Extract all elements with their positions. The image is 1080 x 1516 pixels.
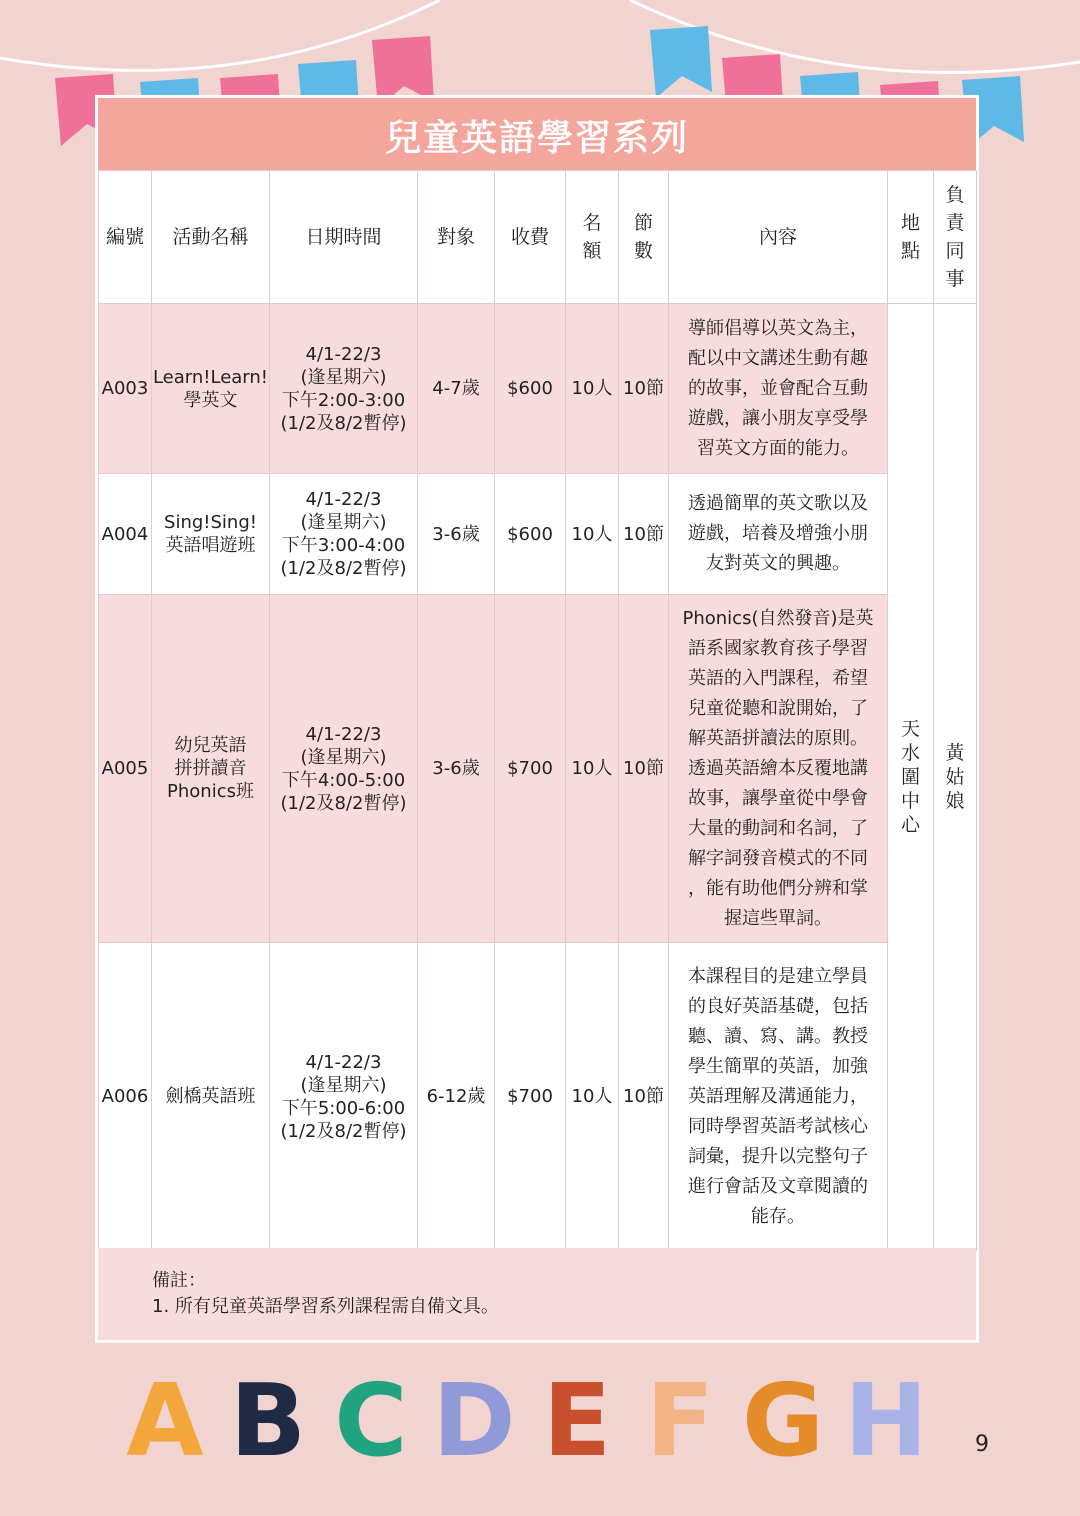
content-line: 友對英文的興趣。 — [706, 553, 850, 574]
content-line: 遊戲，培養及增強小朋 — [688, 523, 868, 544]
course-card — [95, 95, 979, 1343]
cell-datetime — [270, 474, 418, 595]
cell-code: A003 — [99, 304, 152, 474]
location-char: 天 — [900, 718, 920, 740]
cell-fee: $600 — [495, 304, 566, 474]
header-target: 對象 — [418, 171, 495, 304]
content-line: 學生簡單的英語，加強 — [688, 1055, 868, 1077]
header-location-2: 點 — [900, 240, 920, 262]
content-line: 的良好英語基礎，包括 — [688, 995, 868, 1017]
cell-quota: 10人 — [566, 595, 619, 943]
header-fee: 收費 — [495, 171, 566, 304]
content-line: 配以中文講述生動有趣 — [688, 347, 868, 369]
content-line: 進行會話及文章閱讀的 — [688, 1175, 868, 1197]
name-line: 幼兒英語 — [174, 735, 247, 756]
header-sessions — [619, 171, 669, 304]
content-line: 遊戲，讓小朋友享受學 — [688, 407, 868, 429]
alphabet-letter: H — [844, 1362, 928, 1475]
content-line: 解英語拼讀法的原則。 — [688, 727, 868, 749]
datetime-line: (逢星期六) — [300, 512, 387, 533]
cell-code: A004 — [99, 474, 152, 595]
content-line: 導師倡導以英文為主， — [688, 317, 868, 339]
name-line: Phonics班 — [167, 781, 254, 802]
datetime-line: (1/2及8/2暫停) — [280, 792, 407, 814]
content-line: Phonics(自然發音)是英 — [682, 607, 874, 629]
header-datetime: 日期時間 — [270, 171, 418, 304]
content-line: 兒童從聽和說開始，了 — [688, 697, 868, 719]
alphabet-letter: A — [126, 1362, 204, 1475]
cell-name — [152, 474, 270, 595]
datetime-line: (1/2及8/2暫停) — [280, 558, 407, 579]
content-line: 本課程目的是建立學員 — [688, 965, 868, 987]
table-row — [99, 474, 977, 595]
cell-name — [152, 943, 270, 1251]
content-line: 英語的入門課程，希望 — [688, 667, 868, 689]
header-location-1: 地 — [900, 212, 920, 234]
header-row — [99, 171, 977, 304]
remarks-label: 備註： — [152, 1270, 206, 1291]
cell-fee: $600 — [495, 474, 566, 595]
name-line: 劍橋英語班 — [165, 1086, 256, 1107]
title-bar — [98, 98, 976, 170]
cell-datetime — [270, 595, 418, 943]
cell-target: 3-6歲 — [418, 474, 495, 595]
content-line: 解字詞發音模式的不同 — [688, 847, 868, 869]
table-row — [99, 943, 977, 1251]
page-title: 兒童英語學習系列 — [384, 118, 689, 159]
content-line: 大量的動詞和名詞，了 — [688, 817, 868, 839]
content-line: 同時學習英語考試核心 — [688, 1115, 868, 1137]
cell-datetime — [270, 304, 418, 474]
datetime-line: (1/2及8/2暫停) — [280, 1120, 407, 1142]
cell-target: 4-7歲 — [418, 304, 495, 474]
cell-staff — [934, 304, 977, 1251]
alphabet-animals-decoration — [120, 1355, 960, 1475]
alphabet-letter: F — [645, 1362, 715, 1475]
header-staff-4: 事 — [945, 268, 965, 290]
header-staff-3: 同 — [945, 240, 965, 262]
cell-fee: $700 — [495, 595, 566, 943]
remarks-box — [98, 1248, 976, 1340]
cell-quota: 10人 — [566, 474, 619, 595]
header-code: 編號 — [99, 171, 152, 304]
datetime-line: (逢星期六) — [300, 366, 387, 388]
datetime-line: (1/2及8/2暫停) — [280, 412, 407, 434]
name-line: 英語唱遊班 — [165, 535, 256, 556]
datetime-line: (逢星期六) — [300, 1074, 387, 1096]
cell-sessions: 10節 — [619, 595, 669, 943]
cell-location — [888, 304, 934, 1251]
location-char: 圍 — [900, 766, 920, 788]
datetime-line: 下午3:00-4:00 — [281, 535, 406, 556]
header-location — [888, 171, 934, 304]
content-line: 習英文方面的能力。 — [697, 437, 859, 459]
header-quota-2: 額 — [582, 240, 602, 262]
content-line: 的故事，並會配合互動 — [688, 377, 868, 399]
cell-code: A005 — [99, 595, 152, 943]
bunting-flag — [650, 26, 712, 98]
location-char: 水 — [900, 742, 920, 764]
cell-quota: 10人 — [566, 304, 619, 474]
table-row — [99, 304, 977, 474]
cell-datetime — [270, 943, 418, 1251]
content-line: 透過簡單的英文歌以及 — [688, 493, 868, 514]
datetime-line: (逢星期六) — [300, 746, 387, 768]
header-name: 活動名稱 — [152, 171, 270, 304]
datetime-line: 下午2:00-3:00 — [281, 389, 406, 411]
content-line: 詞彙，提升以完整句子 — [688, 1145, 868, 1167]
staff-char: 姑 — [945, 766, 965, 788]
header-staff — [934, 171, 977, 304]
content-line: 透過英語繪本反覆地講 — [688, 757, 868, 779]
datetime-line: 下午5:00-6:00 — [281, 1097, 406, 1119]
location-char: 心 — [900, 814, 920, 836]
cell-content — [669, 304, 888, 474]
cell-sessions: 10節 — [619, 474, 669, 595]
name-line: Learn!Learn! — [152, 366, 269, 388]
cell-content — [669, 595, 888, 943]
content-line: 握這些單詞。 — [724, 907, 832, 929]
content-line: 能存。 — [751, 1205, 805, 1227]
datetime-line: 4/1-22/3 — [305, 1051, 382, 1073]
remarks-text: 1. 所有兒童英語學習系列課程需自備文具。 — [152, 1296, 499, 1317]
header-sessions-1: 節 — [633, 212, 653, 234]
cell-fee: $700 — [495, 943, 566, 1251]
alphabet-letter: G — [741, 1362, 825, 1475]
header-staff-2: 責 — [945, 212, 965, 234]
content-line: 語系國家教育孩子學習 — [688, 637, 868, 659]
name-line: 學英文 — [183, 389, 238, 411]
alphabet-letter: E — [542, 1362, 612, 1475]
cell-quota: 10人 — [566, 943, 619, 1251]
cell-content — [669, 943, 888, 1251]
cell-target: 6-12歲 — [418, 943, 495, 1251]
content-line: ，能有助他們分辨和掌 — [688, 877, 868, 899]
content-line: 英語理解及溝通能力， — [688, 1085, 868, 1107]
content-line: 故事，讓學童從中學會 — [688, 787, 868, 809]
datetime-line: 4/1-22/3 — [305, 343, 382, 365]
alphabet-letter: B — [229, 1362, 307, 1475]
cell-name — [152, 595, 270, 943]
staff-char: 黃 — [945, 742, 965, 764]
alphabet-letter: D — [432, 1362, 516, 1475]
content-line: 聽、讀、寫、講。教授 — [688, 1025, 868, 1047]
cell-sessions: 10節 — [619, 943, 669, 1251]
table-row — [99, 595, 977, 943]
name-line: Sing!Sing! — [164, 512, 257, 533]
cell-sessions: 10節 — [619, 304, 669, 474]
course-table — [98, 170, 977, 1251]
header-quota-1: 名 — [582, 212, 602, 234]
datetime-line: 4/1-22/3 — [305, 489, 382, 510]
location-char: 中 — [900, 790, 920, 812]
cell-name — [152, 304, 270, 474]
header-staff-1: 負 — [945, 184, 965, 206]
alphabet-letter: C — [334, 1362, 408, 1475]
staff-char: 娘 — [945, 790, 965, 812]
header-quota — [566, 171, 619, 304]
header-content: 內容 — [669, 171, 888, 304]
cell-code: A006 — [99, 943, 152, 1251]
page-number: 9 — [975, 1432, 989, 1457]
cell-content — [669, 474, 888, 595]
cell-target: 3-6歲 — [418, 595, 495, 943]
datetime-line: 4/1-22/3 — [305, 723, 382, 745]
header-sessions-2: 數 — [633, 240, 653, 262]
name-line: 拼拼讀音 — [174, 758, 247, 779]
datetime-line: 下午4:00-5:00 — [281, 769, 406, 791]
